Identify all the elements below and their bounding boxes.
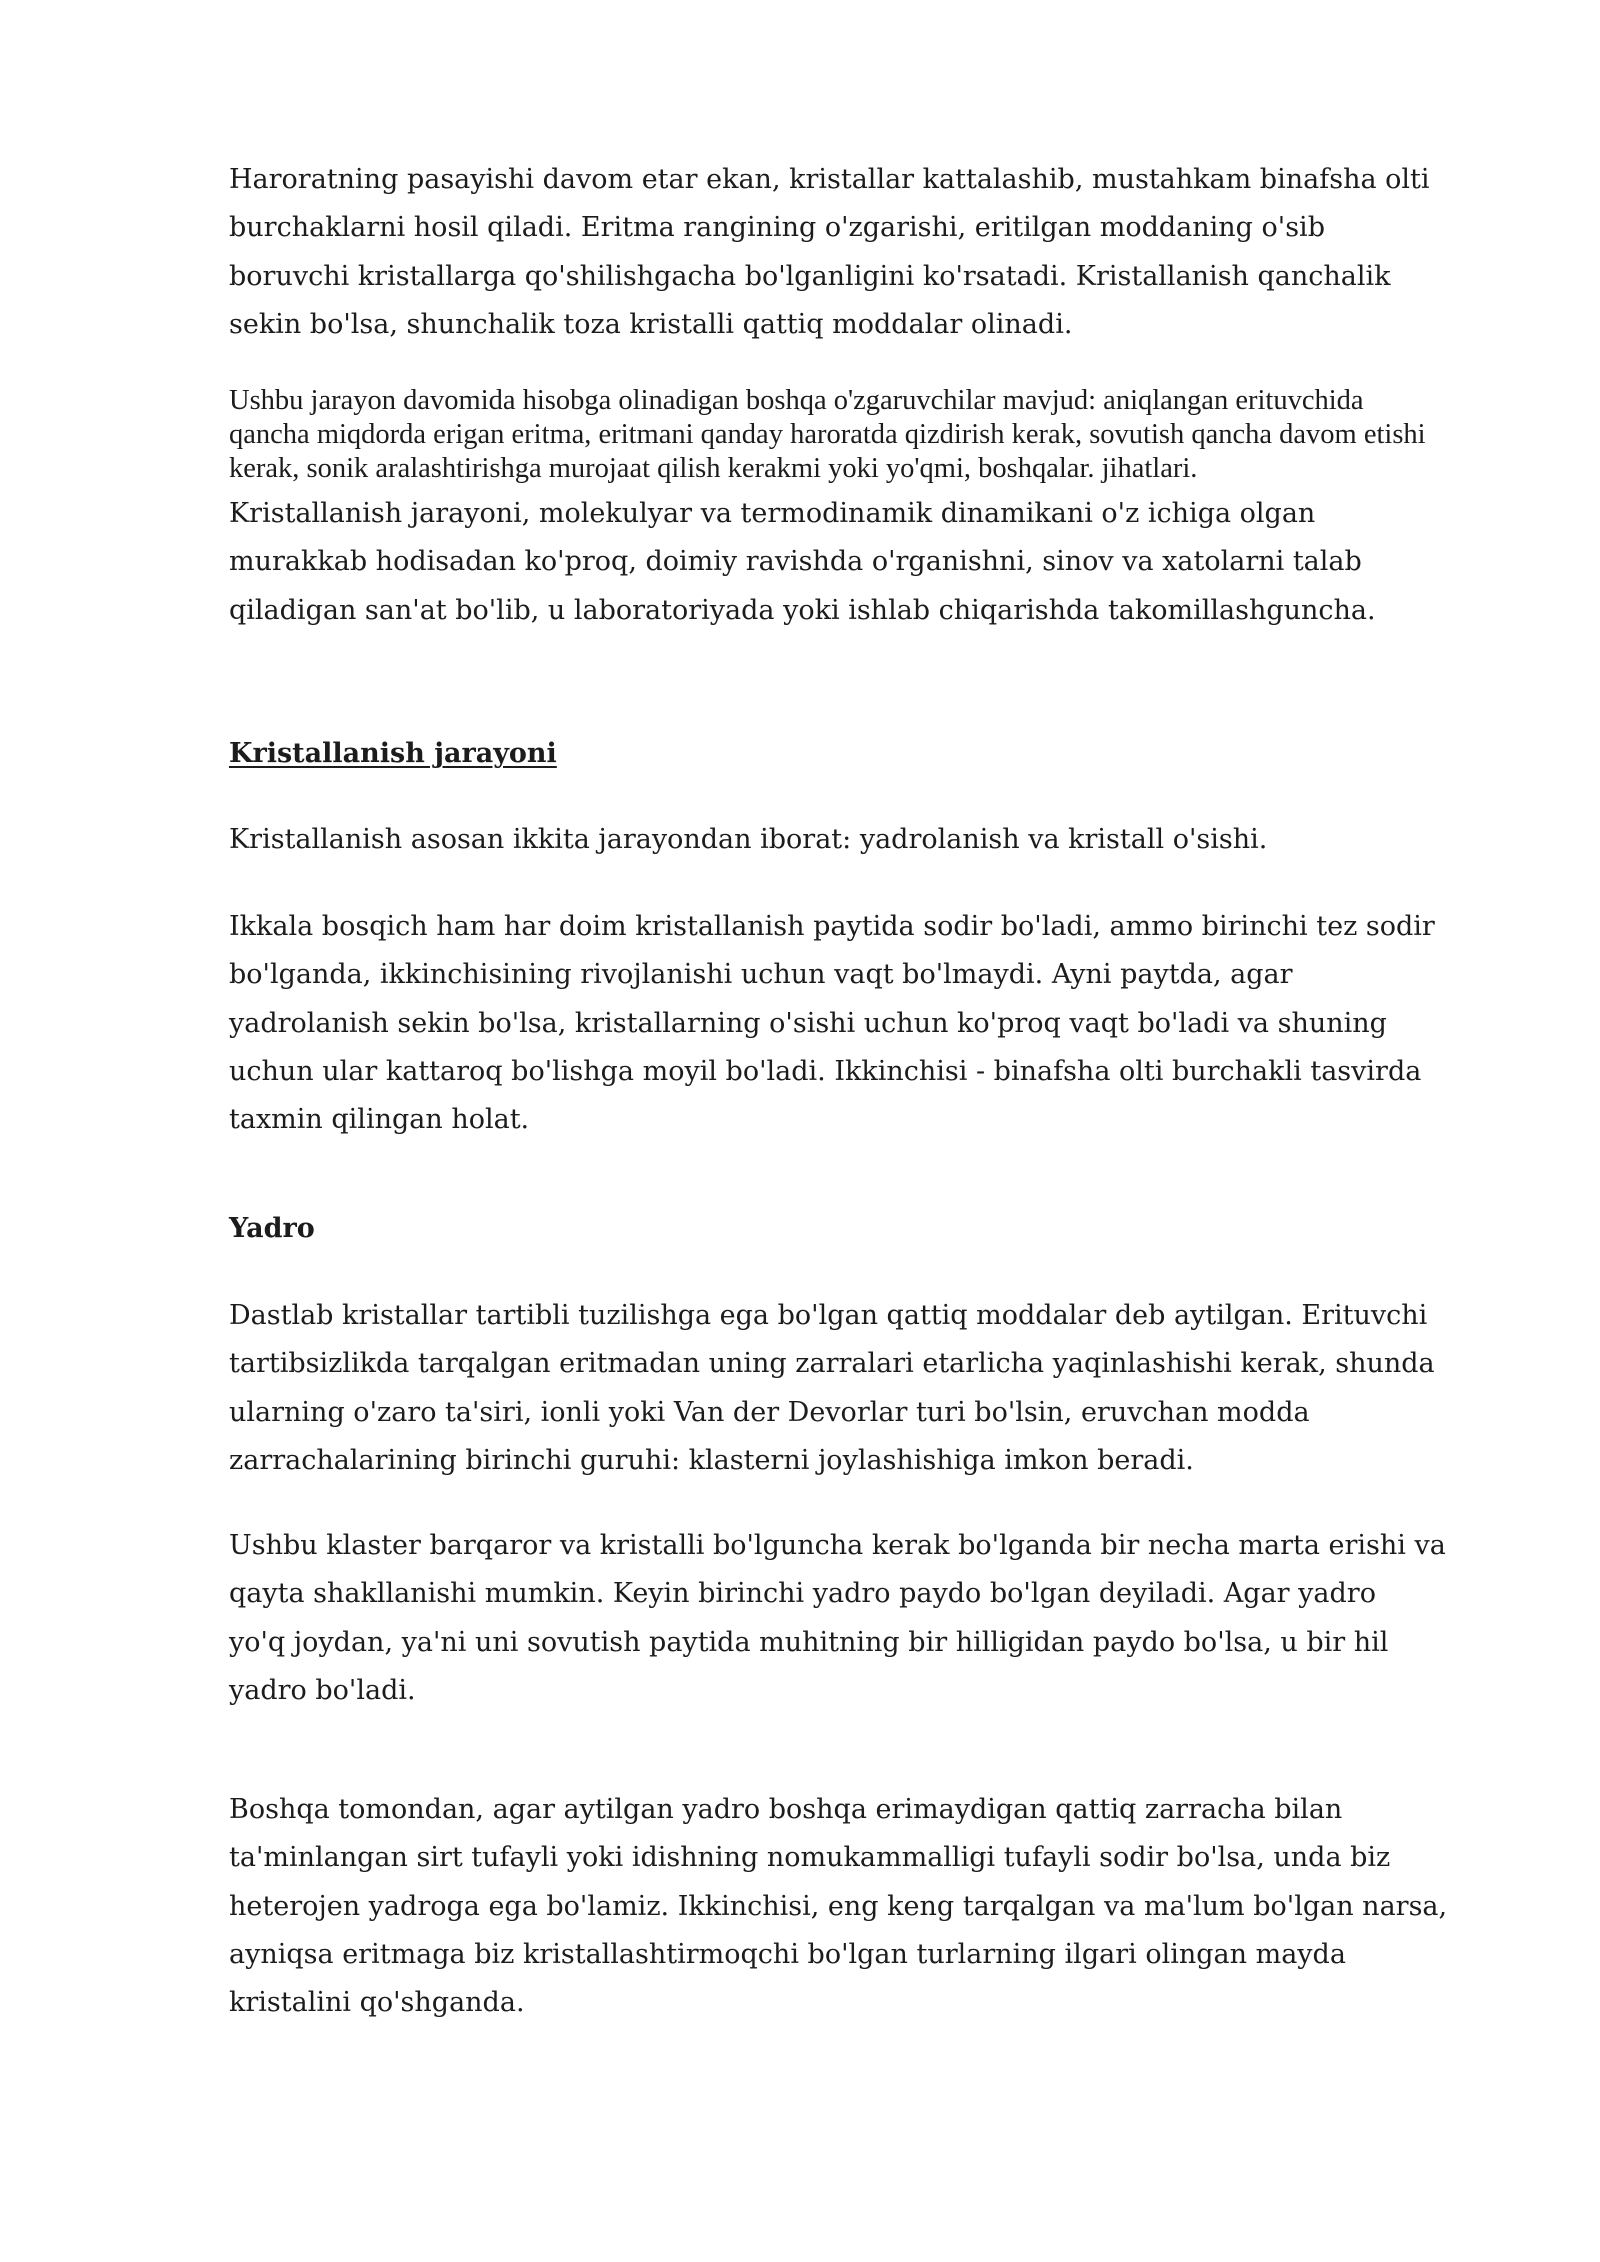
text-line: Ikkala bosqich ham har doim kristallanish paytida sodir bo'ladi, ammo birinchi tez sodir (229, 911, 1435, 942)
text-line: yadro bo'ladi. (229, 1674, 416, 1706)
text-line: Haroratning pasayishi davom etar ekan, kristallar kattalashib, mustahkam binafsha olti (229, 164, 1430, 195)
text-line: Boshqa tomondan, agar aytilgan yadro boshqa erimaydigan qattiq zarracha bilan (229, 1794, 1343, 1825)
text-line: boruvchi kristallarga qo'shilishgacha bo'lganligini ko'rsatadi. Kristallanish qanchalik (229, 260, 1391, 292)
section-heading-nucleus (229, 1205, 1529, 1253)
text-line: sekin bo'lsa, shunchalik toza kristalli qattiq moddalar olinadi. (229, 308, 1073, 340)
text-line: zarrachalarining birinchi guruhi: klasterni joylashishiga imkon beradi. (229, 1444, 1194, 1476)
text-line: burchaklarni hosil qiladi. Eritma rangining o'zgarishi, eritilgan moddaning o'sib (229, 212, 1325, 244)
text-line: ayniqsa eritmaga biz kristallashtirmoqchi bo'lgan turlarning ilgari olingan mayda (229, 1938, 1346, 1970)
text-line: yo'q joydan, ya'ni uni sovutish paytida muhitning bir hilligidan paydo bo'lsa, u bir hil (229, 1626, 1389, 1658)
heading-text: Yadro (229, 1213, 315, 1244)
text-line: bo'lganda, ikkinchisining rivojlanishi uchun vaqt bo'lmaydi. Ayni paytda, agar (229, 959, 1293, 991)
text-line: Ushbu jarayon davomida hisobga olinadigan boshqa o'zgaruvchilar mavjud: aniqlangan erituvchida (229, 385, 1364, 416)
paragraph-variables (229, 384, 1529, 486)
section-heading-crystallization-process (229, 730, 1529, 778)
text-line: ularning o'zaro ta'siri, ionli yoki Van der Devorlar turi bo'lsin, eruvchan modda (229, 1396, 1310, 1428)
paragraph-cooling-crystals (229, 156, 1529, 349)
text-line: Dastlab kristallar tartibli tuzilishga ega bo'lgan qattiq moddalar deb aytilgan. Erituvchi (229, 1300, 1428, 1331)
paragraph-crystallization-art (229, 490, 1529, 635)
text-line: kerak, sonik aralashtirishga murojaat qilish kerakmi yoki yo'qmi, boshqalar. jihatlari. (229, 453, 1198, 484)
paragraph-both-stages (229, 903, 1529, 1144)
text-line: heterojen yadroga ega bo'lamiz. Ikkinchisi, eng keng tarqalgan va ma'lum bo'lgan narsa, (229, 1890, 1448, 1922)
text-line: uchun ular kattaroq bo'lishga moyil bo'ladi. Ikkinchisi - binafsha olti burchakli tasvirda (229, 1055, 1422, 1087)
text-line: Ushbu klaster barqaror va kristalli bo'lguncha kerak bo'lganda bir necha marta erishi va (229, 1530, 1446, 1561)
text-line: ta'minlangan sirt tufayli yoki idishning nomukammalligi tufayli sodir bo'lsa, unda biz (229, 1842, 1391, 1874)
text-line: taxmin qilingan holat. (229, 1104, 530, 1136)
text-line: yadrolanish sekin bo'lsa, kristallarning o'sishi uchun ko'proq vaqt bo'ladi va shuning (229, 1007, 1387, 1039)
paragraph-initial-crystals (229, 1292, 1529, 1485)
text-line: qancha miqdorda erigan eritma, eritmani qanday haroratda qizdirish kerak, sovutish qancha davom etishi (229, 419, 1426, 450)
text-line: qayta shakllanishi mumkin. Keyin birinchi yadro paydo bo'lgan deyiladi. Agar yadro (229, 1578, 1376, 1610)
paragraph-heterogeneous-nucleation (229, 1786, 1529, 2027)
text-line: kristalini qo'shganda. (229, 1987, 525, 2019)
text-line: murakkab hodisadan ko'proq, doimiy ravishda o'rganishni, sinov va xatolarni talab (229, 546, 1362, 578)
text-line: tartibsizlikda tarqalgan eritmadan uning zarralari etarlicha yaqinlashishi kerak, shunda (229, 1348, 1435, 1380)
heading-text: Kristallanish jarayoni (229, 738, 557, 769)
text-line: Kristallanish asosan ikkita jarayondan iborat: yadrolanish va kristall o'sishi. (229, 824, 1268, 855)
paragraph-cluster (229, 1522, 1529, 1715)
paragraph-two-processes (229, 816, 1529, 864)
text-line: qiladigan san'at bo'lib, u laboratoriyada yoki ishlab chiqarishda takomillashguncha. (229, 594, 1376, 626)
text-line: Kristallanish jarayoni, molekulyar va termodinamik dinamikani o'z ichiga olgan (229, 498, 1316, 529)
